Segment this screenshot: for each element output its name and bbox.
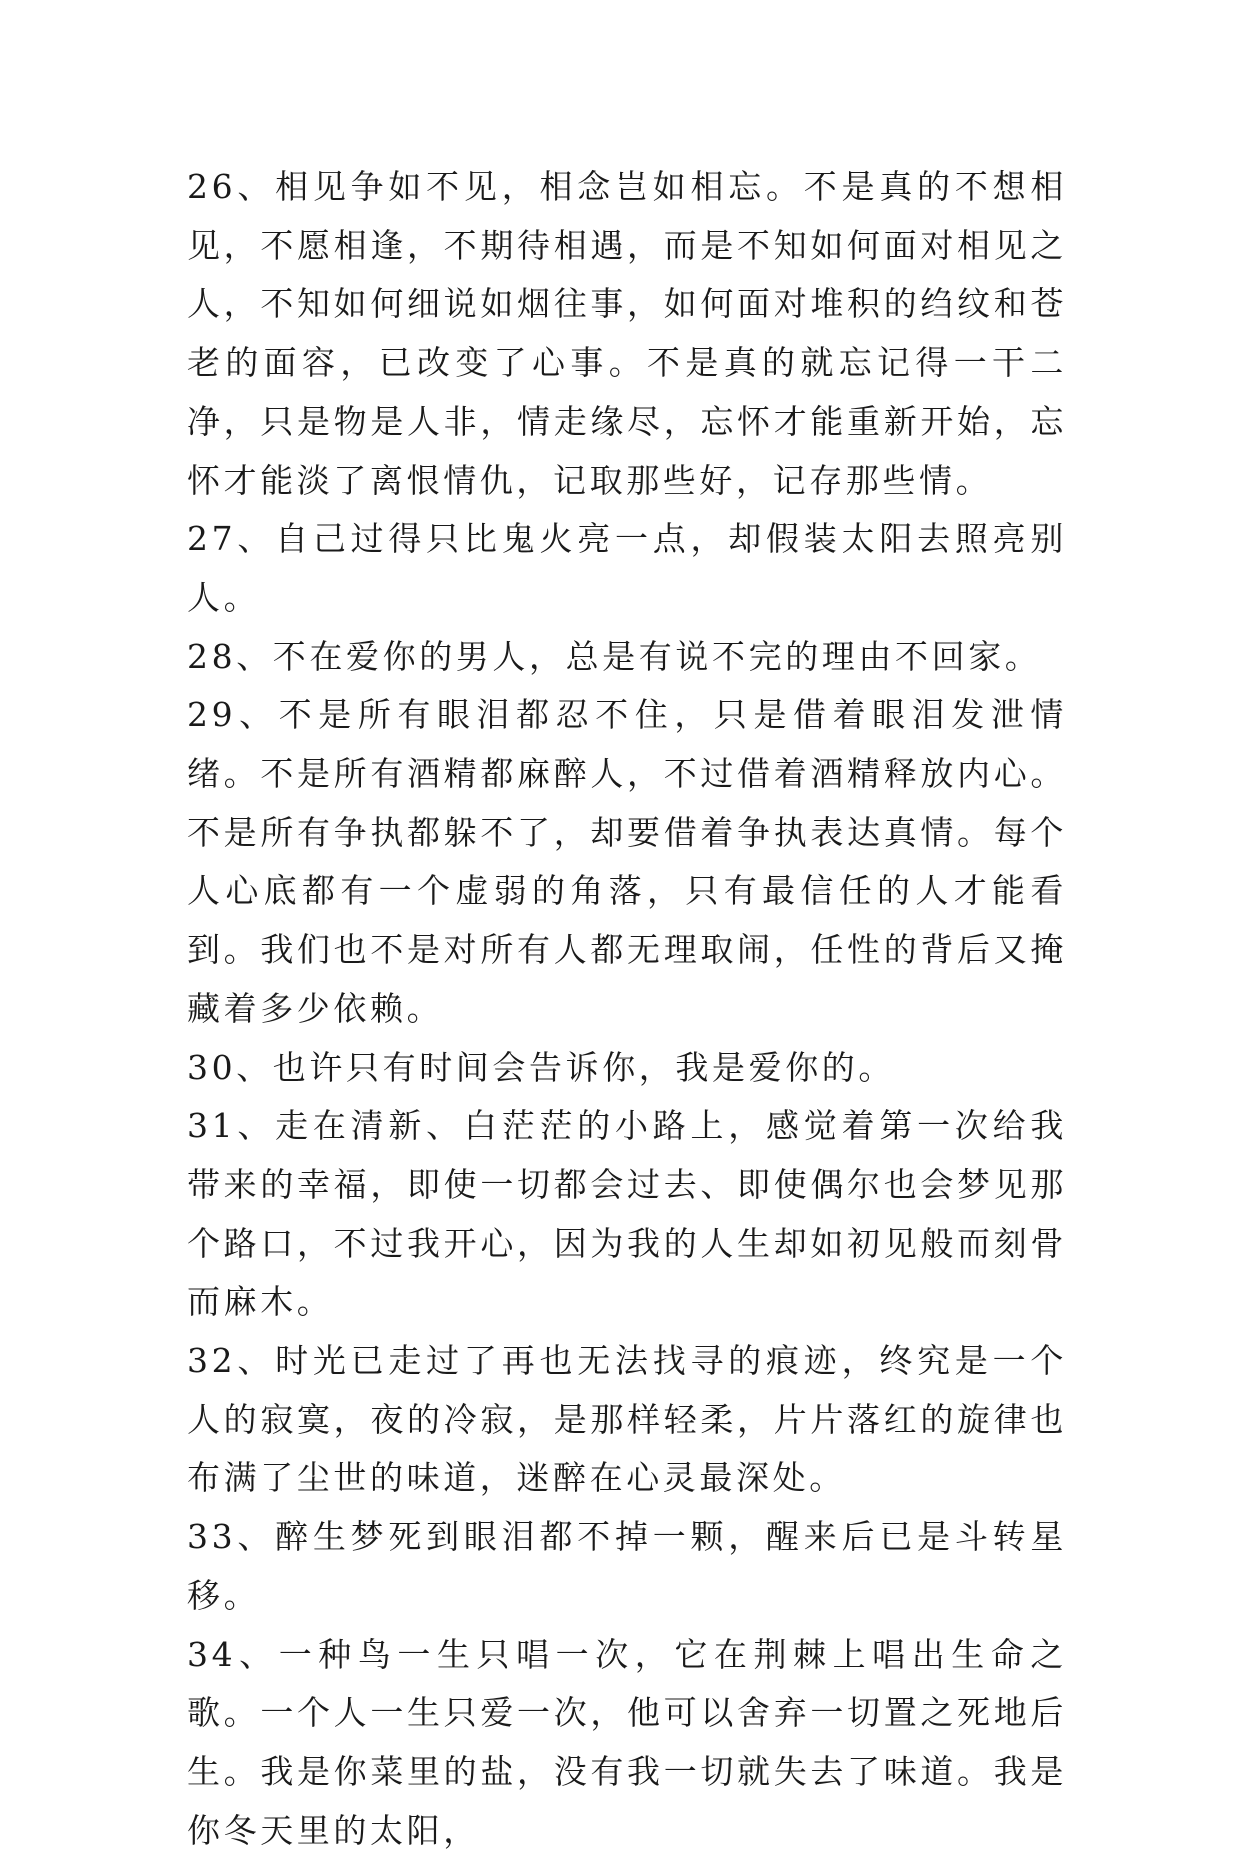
paragraph-31: 31、走在清新、白茫茫的小路上，感觉着第一次给我带来的幸福，即使一切都会过去、即使偶尔也会梦见那个路口，不过我开心，因为我的人生却如初见般而刻骨而麻木。 <box>187 1106 1067 1322</box>
paragraph-28: 28、不在爱你的男人，总是有说不完的理由不回家。 <box>187 636 1042 676</box>
paragraph-30: 30、也许只有时间会告诉你，我是爱你的。 <box>187 1047 895 1087</box>
paragraph-34: 34、一种鸟一生只唱一次，它在荆棘上唱出生命之歌。一个人一生只爱一次，他可以舍弃一切置之死地后生。我是你菜里的盐，没有我一切就失去了味道。我是你冬天里的太阳， <box>187 1634 1067 1850</box>
paragraph-26: 26、相见争如不见，相念岂如相忘。不是真的不想相见，不愿相逢，不期待相遇，而是不知如何面对相见之人，不知如何细说如烟往事，如何面对堆积的绉纹和苍老的面容，已改变了心事。不是真的就忘记得一干二净，只是物是人非，情走缘尽，忘怀才能重新开始，忘怀才能淡了离恨情仇，记取那些好，记存那些情。 <box>187 167 1067 500</box>
paragraph-32: 32、时光已走过了再也无法找寻的痕迹，终究是一个人的寂寞，夜的冷寂，是那样轻柔，片片落红的旋律也布满了尘世的味道，迷醉在心灵最深处。 <box>187 1341 1067 1498</box>
paragraph-33: 33、醉生梦死到眼泪都不掉一颗，醒来后已是斗转星移。 <box>187 1517 1067 1615</box>
paragraph-27: 27、自己过得只比鬼火亮一点，却假装太阳去照亮别人。 <box>187 519 1067 617</box>
text-body <box>187 158 1067 1860</box>
paragraph-29: 29、不是所有眼泪都忍不住，只是借着眼泪发泄情绪。不是所有酒精都麻醉人，不过借着酒精释放内心。不是所有争执都躲不了，却要借着争执表达真情。每个人心底都有一个虚弱的角落，只有最信任的人才能看到。我们也不是对所有人都无理取闹，任性的背后又掩藏着多少依赖。 <box>187 695 1067 1028</box>
